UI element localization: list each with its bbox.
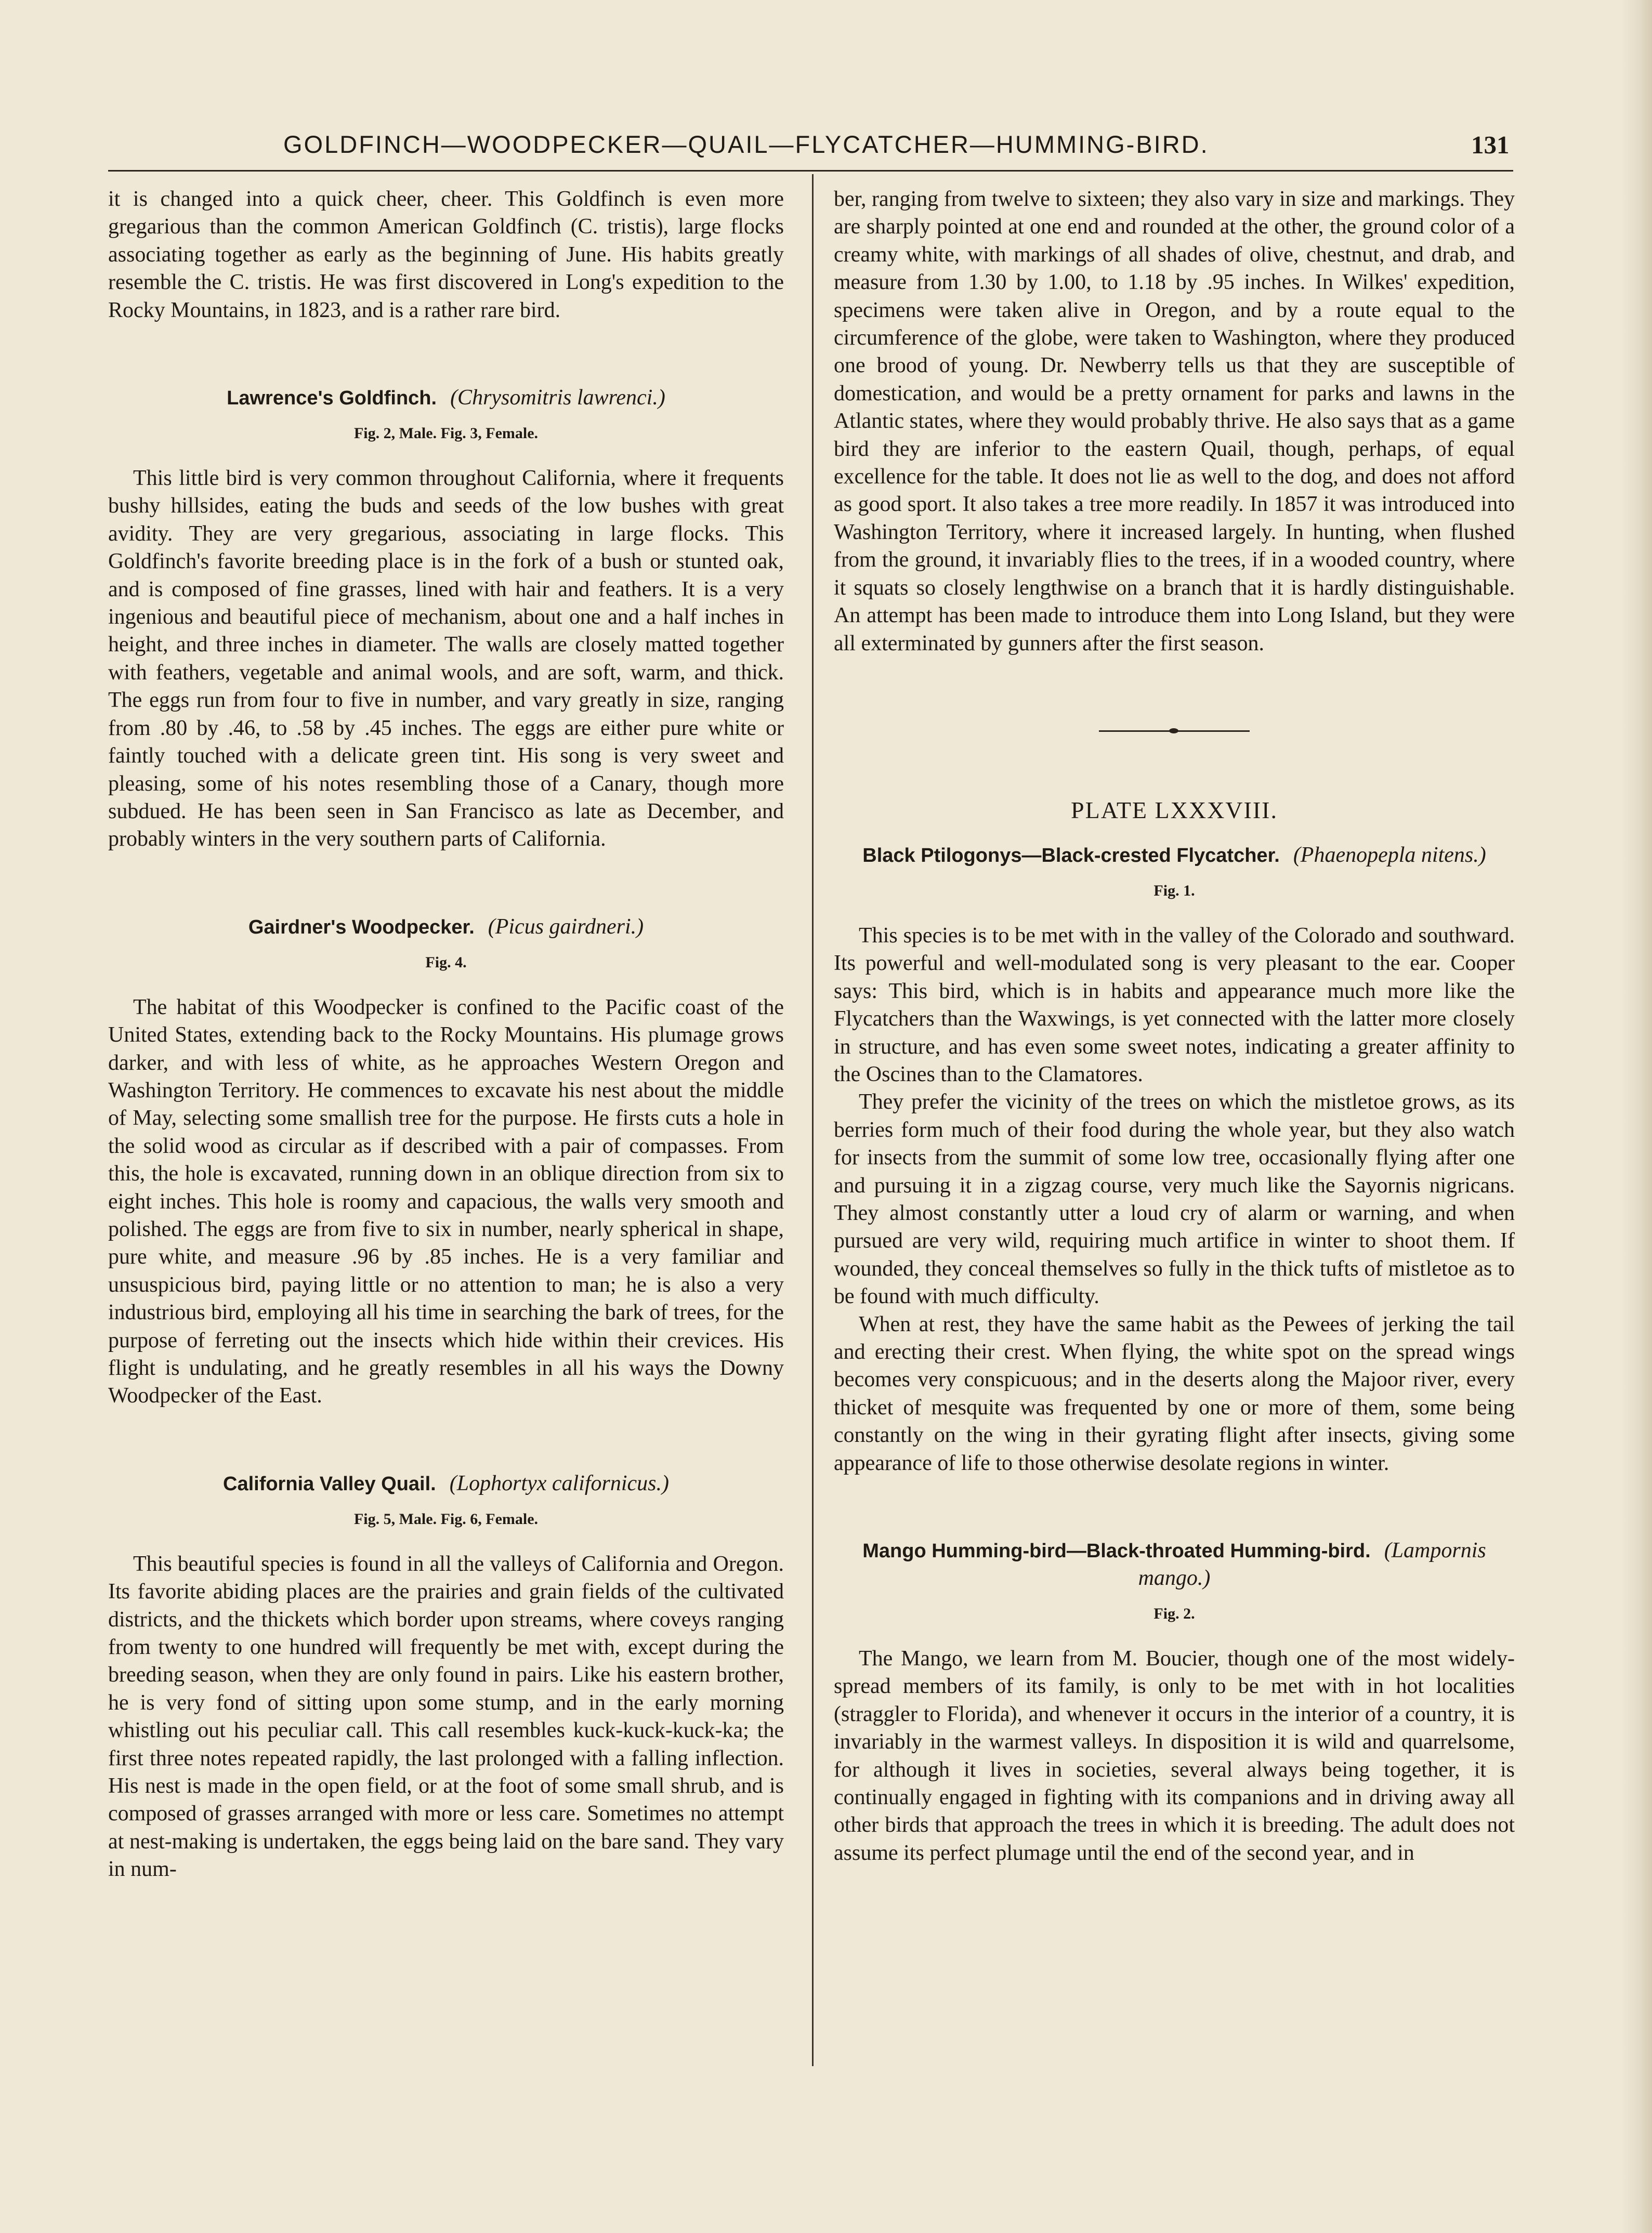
ptilogonys-paragraph-2: They prefer the vicinity of the trees on which the mistletoe grows, as its berries form much of their food during the whole year, but they also watch for insects from the summit of some low tree, occasionally flying after one and pursuing it in a zigzag course, very much like the Sayornis nigricans. They almost constantly utter a loud cry of alarm or warning, and when pursued are very wild, requiring much artifice in winter to shoot them. If wounded, they conceal themselves so fully in the thick tufts of mistletoe as to be found with much difficulty. xyxy=(834,1090,1515,1309)
species-heading-mango xyxy=(834,1537,1515,1592)
lawrence-paragraph: This little bird is very common throughout California, where it frequents bushy hillsides, eating the buds and seeds of the low bushes with great avidity. They are very gregarious, associating in large flocks. This Goldfinch's favorite breeding place is in the fork of a bush or stunted oak, and is composed of fine grasses, lined with hair and feathers. It is a very ingenious and beautiful piece of mechanism, about one and a half inches in height, and three inches in diameter. The walls are closely matted together with feathers, vegetable and animal wools, and are soft, warm, and thick. The eggs run from four to five in number, and vary greatly in size, ranging from .80 by .46, to .58 by .45 inches. The eggs are either pure white or faintly touched with a delicate green tint. His song is very sweet and pleasing, some of his notes resembling those of a Canary, though more subdued. He has been seen in San Francisco as late as December, and probably winters in the very southern parts of California. xyxy=(108,466,784,851)
species-latin: (Lophortyx californicus.) xyxy=(449,1471,669,1495)
species-name: Lawrence's Goldfinch. xyxy=(227,387,437,410)
fig-caption-lawrence: Fig. 2, Male. Fig. 3, Female. xyxy=(353,425,539,442)
page-edge-shadow xyxy=(1621,0,1652,2233)
species-heading-gairdner xyxy=(108,913,784,941)
species-latin: (Chrysomitris lawrenci.) xyxy=(450,386,665,410)
species-heading-quail xyxy=(108,1470,784,1498)
species-name: Mango Humming-bird—Black-throated Humming-bird. xyxy=(862,1540,1371,1562)
fig-caption-gairdner: Fig. 4. xyxy=(425,953,467,971)
species-name: Black Ptilogonys—Black-crested Flycatcher. xyxy=(862,844,1280,866)
species-heading-lawrence xyxy=(108,384,784,412)
species-latin: (Phaenopepla nitens.) xyxy=(1293,843,1486,867)
right-column xyxy=(834,186,1515,1867)
species-heading-ptilogonys xyxy=(834,842,1515,869)
left-column xyxy=(108,186,784,1884)
quail-continued-paragraph: ber, ranging from twelve to sixteen; they also vary in size and markings. They are sharply pointed at one end and rounded at the other, the ground color of a creamy white, with markings of all shades of olive, chestnut, and drab, and measure from 1.30 by 1.00, to 1.18 by .95 inches. In Wilkes' expedition, specimens were taken alive in Oregon, and by a route equal to the circumference of the globe, were taken to Washington, where they produced one brood of young. Dr. Newberry tells us that they are susceptible of domestication, and would be a pretty ornament for parks and lawns in the Atlantic states, where they would probably thrive. He also says that as a game bird they are inferior to the eastern Quail, though, perhaps, of equal excellence for the table. It does not lie as well to the dog, and does not afford as good sport. It also takes a tree more readily. In 1857 it was introduced into Washington Territory, where it increased largely. In hunting, when flushed from the ground, it invariably flies to the trees, if in a wooded country, where it squats so closely lengthwise on a branch that it is hardly distinguishable. An attempt has been made to introduce them into Long Island, but they were all exterminated by gunners after the first season. xyxy=(834,187,1515,655)
species-latin: (Lampornis mango.) xyxy=(1138,1539,1486,1591)
column-divider xyxy=(812,174,814,2066)
gairdner-paragraph: The habitat of this Woodpecker is confined to the Pacific coast of the United States, extending back to the Rocky Mountains. His plumage grows darker, and with less of white, as he approaches Western Oregon and Washington Territory. He commences to excavate his nest about the middle of May, selecting some smallish tree for the purpose. He firsts cuts a hole in the solid wood as circular as if described with a pair of compasses. From this, the hole is excavated, running down in an oblique direction from six to eight inches. This hole is roomy and capacious, the walls very smooth and polished. The eggs are from five to six in number, nearly spherical in shape, pure white, and measure .96 by .85 inches. He is a very familiar and unsuspicious bird, paying little or no attention to man; he is also a very industrious bird, employing all his time in searching the bark of trees, for the purpose of ferreting out the insects which hide within their crevices. His flight is undulating, and he greatly resembles in all his ways the Downy Woodpecker of the East. xyxy=(108,995,784,1408)
page-number: 131 xyxy=(1471,130,1510,159)
running-head: GOLDFINCH—WOODPECKER—QUAIL—FLYCATCHER—HUMMING-BIRD. xyxy=(283,130,1209,158)
plate-title: PLATE LXXXVIII. xyxy=(1071,796,1278,823)
intro-paragraph: it is changed into a quick cheer, cheer. This Goldfinch is even more gregarious than the common American Goldfinch (C. tristis), large flocks associating together as early as the beginning of June. His habits greatly resemble the C. tristis. He was first discovered in Long's expedition to the Rocky Mountains, in 1823, and is a rather rare bird. xyxy=(108,187,784,322)
species-name: California Valley Quail. xyxy=(223,1473,436,1495)
ptilogonys-paragraph-3: When at rest, they have the same habit as the Pewees of jerking the tail and erecting their crest. When flying, the white spot on the spread wings becomes very conspicuous; and in the deserts along the Majoor river, every thicket of mesquite was frequented by one or more of them, some being constantly on the wing in their gyrating flight after insects, giving some appearance of life to those otherwise desolate regions in winter. xyxy=(834,1312,1515,1475)
ptilogonys-paragraph-1: This species is to be met with in the valley of the Colorado and southward. Its powerful and well-modulated song is very pleasant to the ear. Cooper says: This bird, which is in habits and appearance much more like the Flycatchers than the Waxwings, is yet connected with the latter more closely in structure, and has even some sweet notes, indicating a greater affinity to the Oscines than to the Clamatores. xyxy=(834,923,1515,1086)
quail-paragraph: This beautiful species is found in all the valleys of California and Oregon. Its favorite abiding places are the prairies and grain fields of the cultivated districts, and the thickets which border upon streams, where coveys ranging from twenty to one hundred will frequently be met with, except during the breeding season, when they are only found in pairs. Like his eastern brother, he is very fond of sitting upon some stump, and in the early morning whistling out his peculiar call. This call resembles kuck-kuck-kuck-ka; the first three notes repeated rapidly, the last prolonged with a falling inflection. His nest is made in the open field, or at the foot of some small shrub, and is composed of grasses arranged with more or less care. Sometimes no attempt at nest-making is undertaken, the eggs being laid on the bare sand. They vary in num- xyxy=(108,1552,784,1882)
ornament-divider xyxy=(1099,728,1250,735)
fig-caption-mango: Fig. 2. xyxy=(1153,1605,1195,1623)
fig-caption-quail: Fig. 5, Male. Fig. 6, Female. xyxy=(353,1510,539,1528)
fig-caption-ptilogonys: Fig. 1. xyxy=(1153,882,1195,899)
header-rule xyxy=(108,170,1513,172)
mango-paragraph: The Mango, we learn from M. Boucier, though one of the most widely-spread members of its family, is only to be met with in hot localities (straggler to Florida), and whenever it occurs in the interior of a country, it is invariably in the warmest valleys. In disposition it is wild and quarrelsome, for although it lives in societies, several always being together, it is continually engaged in fighting with its companions and in driving away all other birds that approach the trees in which it is breeding. The adult does not assume its perfect plumage until the end of the second year, and in xyxy=(834,1647,1515,1865)
species-latin: (Picus gairdneri.) xyxy=(488,914,644,939)
species-name: Gairdner's Woodpecker. xyxy=(248,916,475,938)
